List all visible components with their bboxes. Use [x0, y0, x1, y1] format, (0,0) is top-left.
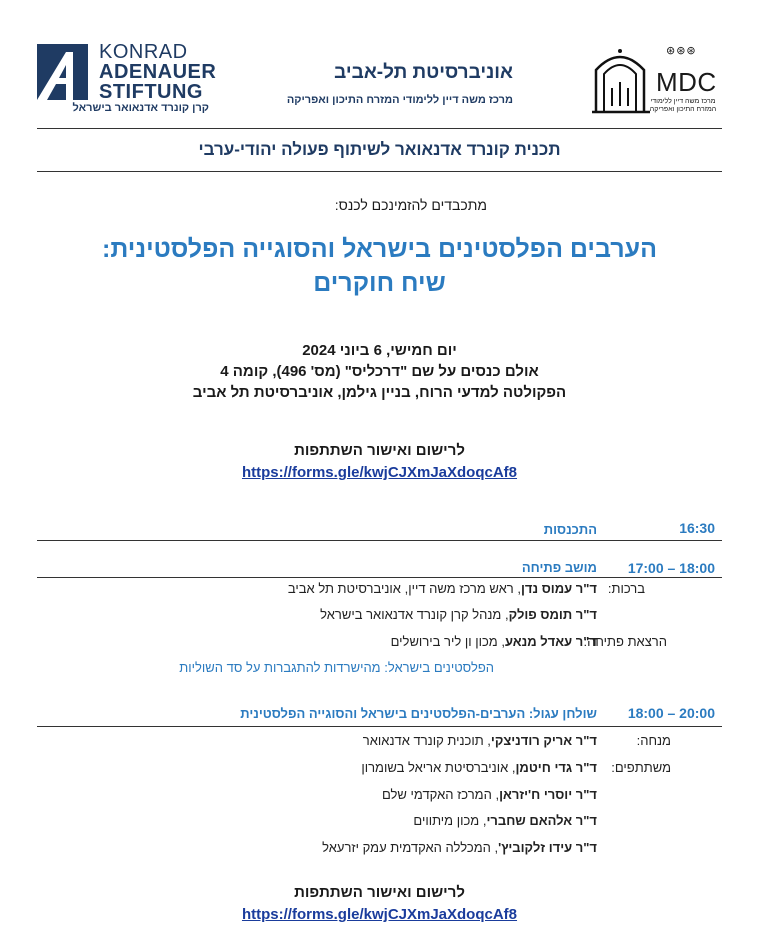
registration-label: לרישום ואישור השתתפות — [294, 884, 465, 901]
header-divider — [37, 128, 722, 129]
speaker-name: ד"ר יוסרי ח'יזראן — [499, 787, 597, 802]
speaker-name: ד"ר עאדל מנאע — [504, 634, 597, 649]
mdc-top-symbols: ⊛⊛⊛ — [666, 45, 697, 57]
panel-label: שולחן עגול: הערבים-הפלסטינים בישראל והסוגייה הפלסטינית — [240, 706, 597, 721]
speaker-affiliation: , מכון ון ליר בירושלים — [390, 634, 505, 649]
lecture-speaker — [391, 634, 597, 649]
speaker-affiliation: , מכון מיתווים — [413, 813, 487, 828]
kas-line-1: KONRAD — [99, 41, 188, 63]
kas-hebrew-name: קרן קונרד אדנאואר בישראל — [72, 102, 209, 114]
schedule-divider-2 — [37, 577, 722, 578]
speaker-affiliation: , אוניברסיטת אריאל בשומרון — [361, 760, 516, 775]
registration-label: לרישום ואישור השתתפות — [294, 442, 465, 459]
registration-link[interactable]: https://forms.gle/kwjCJXmJaXdoqcAf8 — [241, 464, 518, 481]
speaker-name: ד"ר תומס פולק — [508, 607, 597, 622]
lecture-topic: הפלסטינים בישראל: מהישרדות להתגברות על סד השוליות — [179, 660, 494, 675]
gathering-label: התכנסות — [543, 522, 597, 537]
panel-time: 18:00 – 20:00 — [627, 705, 715, 721]
kas-line-2: ADENAUER — [99, 61, 217, 83]
participant-3 — [413, 813, 597, 828]
speaker-affiliation: , תוכנית קונרד אדנאואר — [362, 733, 491, 748]
speaker-name: ד"ר אלהאם שחברי — [486, 813, 597, 828]
speaker-affiliation: , מנהל קרן קונרד אדנאואר בישראל — [320, 607, 509, 622]
program-title: תכנית קונרד אדנאואר לשיתוף פעולה יהודי-ערבי — [198, 140, 561, 159]
speaker-affiliation: , ראש מרכז משה דיין, אוניברסיטת תל אביב — [287, 581, 521, 596]
speaker-name: ד"ר עידו זלקוביץ' — [498, 840, 597, 855]
opening-label: מושב פתיחה — [521, 560, 597, 575]
event-place: הפקולטה למדעי הרוח, בניין גילמן, אוניברסיטת תל אביב — [192, 384, 567, 401]
kas-line-3: STIFTUNG — [99, 81, 203, 103]
moderator-role: מנחה: — [636, 733, 671, 748]
event-date: יום חמישי, 6 ביוני 2024 — [302, 342, 457, 359]
participant-2 — [382, 787, 597, 802]
speaker-name: ד"ר אריק רודניצקי — [490, 733, 597, 748]
speaker-name: ד"ר גדי חיטמן — [515, 760, 597, 775]
schedule-divider-3 — [37, 726, 722, 727]
participant-1 — [361, 760, 597, 775]
conference-title-line-2: שיח חוקרים — [313, 269, 446, 297]
greeting-speaker-1 — [288, 581, 597, 596]
conference-title — [37, 232, 722, 300]
speaker-name: ד"ר עמוס נדן — [520, 581, 597, 596]
event-hall: אולם כנסים על שם "דרכליס" (מס' 496), קומה 4 — [220, 363, 539, 380]
schedule-divider-1 — [37, 540, 722, 541]
opening-time: 17:00 – 18:00 — [627, 560, 715, 576]
lecture-role: הרצאת פתיחה: — [583, 634, 667, 649]
center-name: מרכז משה דיין ללימודי המזרח התיכון ואפריקה — [286, 94, 513, 106]
conference-title-line-1: הערבים הפלסטינים בישראל והסוגייה הפלסטינית: — [102, 235, 657, 263]
greetings-role: ברכות: — [607, 581, 645, 596]
participant-4 — [322, 840, 597, 855]
kas-a-icon — [37, 44, 88, 100]
event-details — [37, 340, 722, 403]
mdc-acronym: MDC — [656, 67, 717, 97]
kas-wordmark — [99, 42, 216, 102]
speaker-affiliation: , המרכז האקדמי שלם — [381, 787, 500, 802]
invite-text: מתכבדים להזמינכם לכנס: — [334, 197, 487, 213]
speaker-affiliation: , המכללה האקדמית עמק יזרעאל — [322, 840, 499, 855]
mdc-small-text: מרכז משה דיין ללימודי המזרח התיכון ואפריקה — [649, 98, 717, 113]
greeting-speaker-2 — [320, 607, 597, 622]
moderator — [363, 733, 597, 748]
program-divider — [37, 171, 722, 172]
kas-logo-mark — [37, 44, 88, 100]
registration-top — [37, 440, 722, 484]
participants-role: משתתפים: — [611, 760, 671, 775]
university-name: אוניברסיטת תל-אביב — [334, 62, 513, 83]
registration-link[interactable]: https://forms.gle/kwjCJXmJaXdoqcAf8 — [241, 906, 518, 923]
registration-bottom — [37, 882, 722, 926]
gathering-time: 16:30 — [679, 520, 715, 536]
